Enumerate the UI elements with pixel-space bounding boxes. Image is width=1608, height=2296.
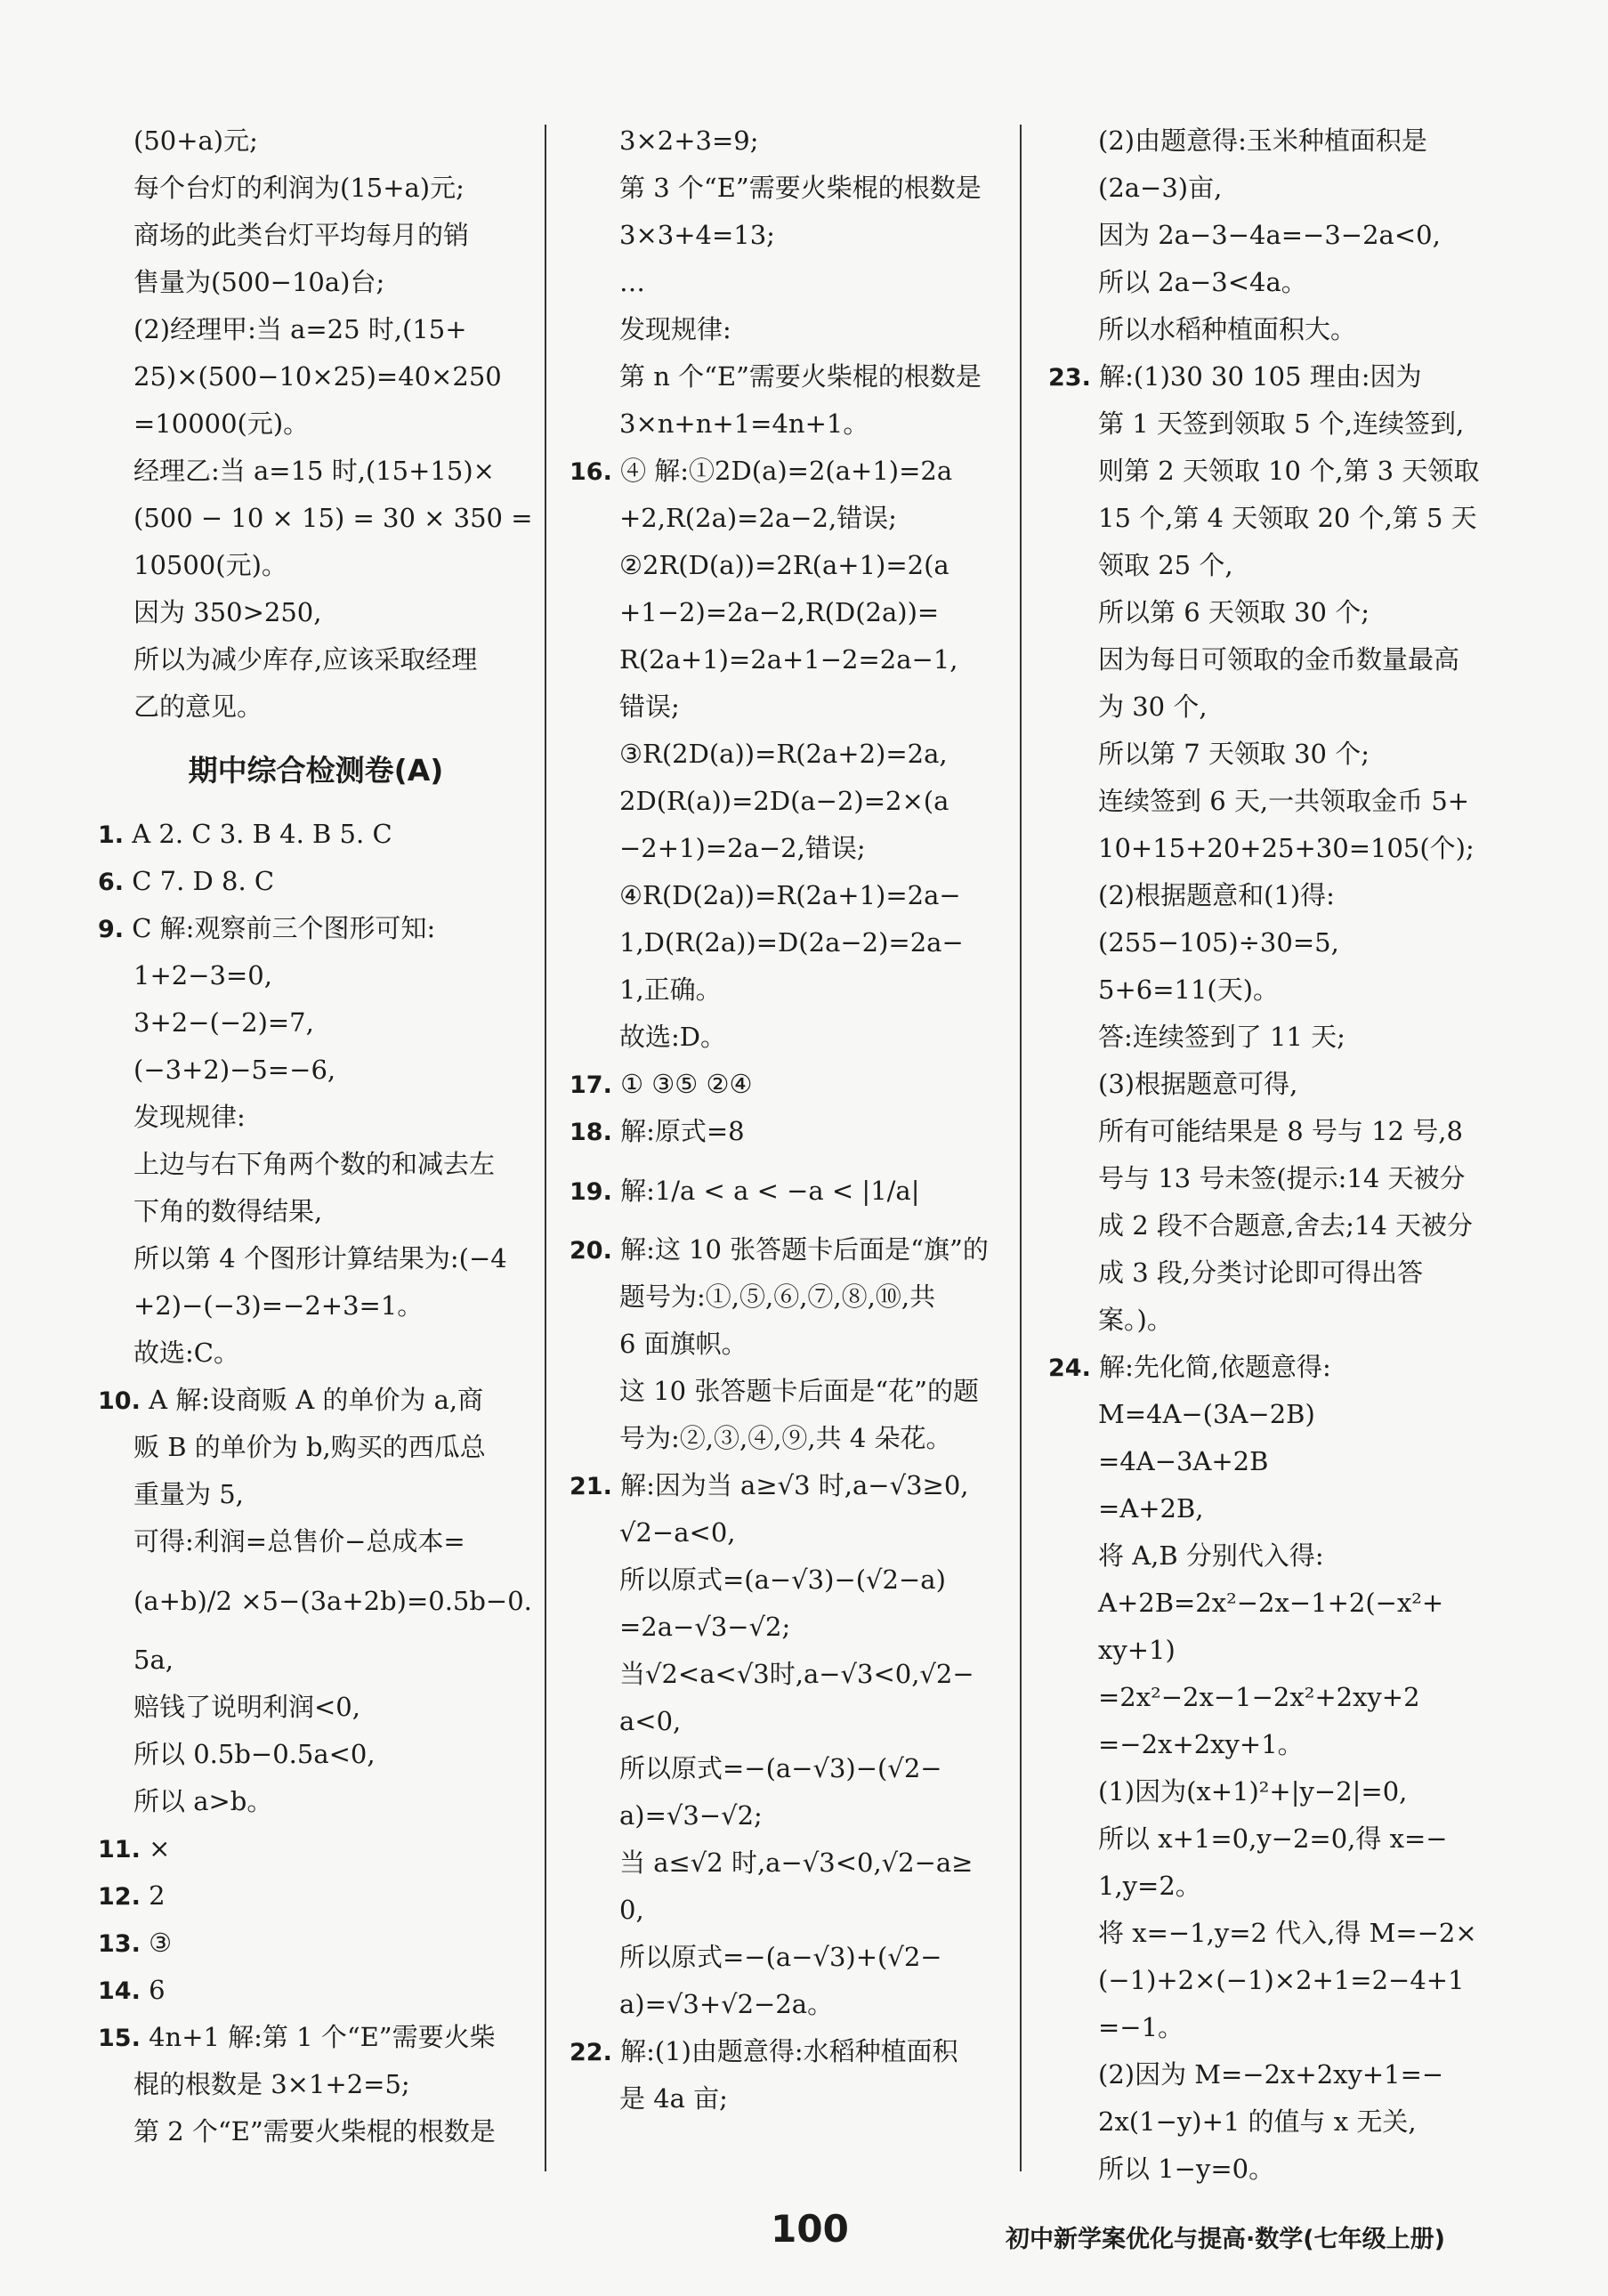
line-text: 成 2 段不合题意,舍去;14 天被分 — [1098, 1210, 1473, 1241]
answer-line — [98, 353, 534, 400]
line-text: 0, — [619, 1895, 644, 1925]
question-number: 21. — [570, 1473, 612, 1500]
answer-line — [570, 1061, 997, 1108]
line-text: 所以 x+1=0,y−2=0,得 x=− — [1098, 1823, 1448, 1854]
answer-line — [98, 1141, 534, 1188]
answer-line — [98, 1967, 534, 2014]
line-text: 赔钱了说明利润<0, — [133, 1692, 360, 1722]
line-text: =−1。 — [1098, 2012, 1184, 2042]
line-text: 3×2+3=9; — [619, 125, 759, 156]
answer-line — [98, 1518, 534, 1565]
line-text: 第 2 个“E”需要火柴棍的根数是 — [133, 2116, 496, 2146]
answer-line — [1048, 1108, 1493, 1155]
line-text: (2)由题意得:玉米种植面积是 — [1098, 125, 1427, 156]
line-text: 所以水稻种植面积大。 — [1098, 314, 1357, 344]
answer-line — [1048, 2004, 1493, 2051]
line-text: =10000(元)。 — [133, 408, 310, 439]
answer-line — [1048, 495, 1493, 542]
line-text: 经理乙:当 a=15 时,(15+15)× — [133, 456, 495, 486]
answer-line — [1048, 1627, 1493, 1674]
line-text: 棍的根数是 3×1+2=5; — [133, 2069, 410, 2099]
answer-line — [1048, 259, 1493, 306]
column-middle — [570, 117, 997, 2122]
answer-line — [1048, 1580, 1493, 1627]
answer-line — [570, 825, 997, 872]
answer-line — [570, 117, 997, 165]
line-text: 当 a≤√2 时,a−√3<0,√2−a≥ — [619, 1847, 974, 1878]
answer-line — [98, 905, 534, 952]
line-text: 因为 2a−3−4a=−3−2a<0, — [1098, 220, 1441, 250]
line-text: 为 30 个, — [1098, 691, 1208, 722]
answer-line — [98, 1684, 534, 1731]
line-text: 10+15+20+25+30=105(个); — [1098, 833, 1475, 863]
line-text: C 解:观察前三个图形可知: — [132, 913, 436, 943]
line-text: 成 3 段,分类讨论即可得出答 — [1098, 1257, 1424, 1288]
line-text: =4A−3A+2B — [1098, 1446, 1269, 1476]
answer-line — [1048, 400, 1493, 448]
answer-line — [1048, 1014, 1493, 1061]
answer-line — [1048, 1863, 1493, 1910]
column-divider-2 — [1020, 125, 1022, 2171]
answer-line — [98, 1188, 534, 1235]
answer-line — [98, 1330, 534, 1377]
answer-line — [570, 1887, 997, 1934]
line-text: 故选:C。 — [133, 1338, 239, 1368]
answer-line — [570, 1321, 997, 1368]
line-text: 是 4a 亩; — [619, 2083, 728, 2114]
question-number: 19. — [570, 1178, 612, 1206]
line-text: 发现规律: — [619, 314, 731, 344]
line-text: a)=√3−√2; — [619, 1800, 763, 1831]
line-text: 解:(1)由题意得:水稻种植面积 — [620, 2036, 958, 2066]
line-text: 这 10 张答题卡后面是“花”的题 — [619, 1376, 979, 1406]
answer-line — [98, 448, 534, 495]
answer-line — [1048, 589, 1493, 636]
answer-line — [98, 1235, 534, 1282]
answer-line — [98, 1920, 534, 1967]
line-text: (−3+2)−5=−6, — [133, 1055, 336, 1085]
line-text: 所以原式=−(a−√3)+(√2− — [619, 1942, 942, 1972]
question-number: 11. — [98, 1836, 141, 1863]
line-text: 重量为 5, — [133, 1479, 244, 1509]
line-text: 3×3+4=13; — [619, 220, 775, 250]
answer-line — [570, 589, 997, 636]
answer-line — [98, 1424, 534, 1471]
answer-line — [98, 212, 534, 259]
answer-line — [98, 999, 534, 1047]
line-text: √2−a<0, — [619, 1517, 736, 1548]
answer-line — [570, 731, 997, 778]
answer-line — [570, 1698, 997, 1745]
answer-line — [570, 778, 997, 825]
line-text: (500 − 10 × 15) = 30 × 350 = — [133, 503, 533, 533]
line-text: 因为 350>250, — [133, 597, 322, 627]
answer-line — [98, 1565, 534, 1637]
line-text: 上边与右下角两个数的和减去左 — [133, 1149, 496, 1179]
question-number: 15. — [98, 2025, 141, 2052]
answer-line — [570, 1014, 997, 1061]
line-text: a)=√3+√2−2a。 — [619, 1989, 834, 2019]
line-text: 解:因为当 a≥√3 时,a−√3≥0, — [620, 1470, 969, 1500]
answer-line — [98, 1731, 534, 1778]
answer-line — [98, 1047, 534, 1094]
answer-line — [98, 400, 534, 448]
line-text: 解:原式=8 — [620, 1116, 745, 1146]
line-text: 所以第 6 天领取 30 个; — [1098, 597, 1370, 627]
answer-line — [570, 966, 997, 1014]
answer-line — [570, 1604, 997, 1651]
answer-line — [570, 1934, 997, 1981]
question-number: 13. — [98, 1930, 141, 1958]
answer-line — [1048, 1297, 1493, 1344]
line-text: 连续签到 6 天,一共领取金币 5+ — [1098, 786, 1470, 816]
line-text: 错误; — [619, 691, 680, 722]
column-right — [1048, 117, 1493, 2193]
line-text: 所以 2a−3<4a。 — [1098, 267, 1307, 297]
answer-line — [98, 2061, 534, 2108]
answer-line — [1048, 212, 1493, 259]
line-text: 所以 0.5b−0.5a<0, — [133, 1739, 376, 1769]
answer-line — [1048, 966, 1493, 1014]
answer-line — [570, 1651, 997, 1698]
line-text: … — [619, 267, 645, 297]
answer-line — [570, 1745, 997, 1792]
line-text: 下角的数得结果, — [133, 1196, 323, 1226]
line-text: =2x²−2x−1−2x²+2xy+2 — [1098, 1682, 1420, 1712]
line-text: 所有可能结果是 8 号与 12 号,8 — [1098, 1116, 1463, 1146]
answer-line — [98, 1094, 534, 1141]
answer-line — [1048, 2146, 1493, 2193]
section-title — [98, 731, 534, 811]
answer-line — [1048, 448, 1493, 495]
line-text: (−1)+2×(−1)×2+1=2−4+1 — [1098, 1965, 1465, 1995]
answer-line — [1048, 1061, 1493, 1108]
answer-line — [570, 1981, 997, 2028]
line-text: 商场的此类台灯平均每月的销 — [133, 220, 470, 250]
line-text: 号与 13 号未签(提示:14 天被分 — [1098, 1163, 1466, 1193]
answer-line — [1048, 306, 1493, 353]
answer-line — [1048, 1815, 1493, 1863]
question-number: 20. — [570, 1237, 612, 1265]
answer-line — [98, 165, 534, 212]
line-text: ②2R(D(a))=2R(a+1)=2(a — [619, 550, 949, 580]
line-text: ④R(D(2a))=R(2a+1)=2a− — [619, 880, 961, 910]
answer-line — [98, 1377, 534, 1424]
answer-line — [570, 353, 997, 400]
line-text: 所以 a>b。 — [133, 1786, 273, 1816]
line-text: 贩 B 的单价为 b,购买的西瓜总 — [133, 1432, 486, 1462]
line-text: 所以 1−y=0。 — [1098, 2154, 1275, 2184]
answer-line — [98, 2108, 534, 2155]
line-text: (1)因为(x+1)²+|y−2|=0, — [1098, 1776, 1408, 1807]
answer-line — [1048, 731, 1493, 778]
line-text: A+2B=2x²−2x−1+2(−x²+ — [1098, 1588, 1444, 1618]
answer-line — [98, 1471, 534, 1518]
answer-line — [1048, 1957, 1493, 2004]
line-text: 3+2−(−2)=7, — [133, 1007, 314, 1038]
line-text: 2x(1−y)+1 的值与 x 无关, — [1098, 2106, 1417, 2137]
line-text: (255−105)÷30=5, — [1098, 927, 1339, 958]
answer-line — [570, 872, 997, 919]
answer-line — [98, 636, 534, 683]
answer-line — [98, 811, 534, 858]
line-text: 期中综合检测卷(A) — [188, 753, 444, 788]
answer-line — [1048, 636, 1493, 683]
line-text: 故选:D。 — [619, 1022, 727, 1052]
answer-line — [570, 1273, 997, 1321]
question-number: 12. — [98, 1883, 141, 1911]
line-text: +2)−(−3)=−2+3=1。 — [133, 1290, 424, 1321]
line-text: 答:连续签到了 11 天; — [1098, 1022, 1345, 1052]
question-number: 16. — [570, 458, 612, 486]
line-text: 将 x=−1,y=2 代入,得 M=−2× — [1098, 1918, 1477, 1948]
question-number: 14. — [98, 1977, 141, 2005]
line-text: 5+6=11(天)。 — [1098, 974, 1280, 1005]
column-divider-1 — [545, 125, 546, 2171]
answer-line — [570, 448, 997, 495]
line-text: 乙的意见。 — [133, 691, 263, 722]
answer-line — [570, 1108, 997, 1155]
answer-line — [570, 2075, 997, 2122]
answer-line — [570, 1839, 997, 1887]
answer-line — [98, 858, 534, 905]
line-text: 所以原式=−(a−√3)−(√2− — [619, 1753, 942, 1783]
answer-line — [1048, 2098, 1493, 2146]
answer-line — [1048, 1438, 1493, 1485]
answer-line — [1048, 117, 1493, 165]
answer-line — [98, 1637, 534, 1684]
line-text: 因为每日可领取的金币数量最高 — [1098, 644, 1460, 675]
line-text: (2)根据题意和(1)得: — [1098, 880, 1335, 910]
line-text: 解:(1)30 30 105 理由:因为 — [1099, 361, 1422, 392]
answer-line — [1048, 1532, 1493, 1580]
answer-line — [1048, 919, 1493, 966]
answer-line — [1048, 353, 1493, 400]
answer-line — [570, 919, 997, 966]
question-number: 9. — [98, 916, 125, 943]
answer-line — [98, 495, 534, 542]
answer-line — [98, 1825, 534, 1872]
line-text: 3×n+n+1=4n+1。 — [619, 408, 869, 439]
line-text: 25)×(500−10×25)=40×250 — [133, 361, 502, 392]
answer-line — [570, 636, 997, 683]
line-text: 1,y=2。 — [1098, 1871, 1201, 1901]
answer-line — [570, 212, 997, 259]
answer-line — [98, 1282, 534, 1330]
answer-line — [570, 1415, 997, 1462]
question-number: 10. — [98, 1387, 141, 1415]
line-text: +2,R(2a)=2a−2,错误; — [619, 503, 897, 533]
line-text: 则第 2 天领取 10 个,第 3 天领取 — [1098, 456, 1480, 486]
answer-line — [98, 952, 534, 999]
line-text: 题号为:①,⑤,⑥,⑦,⑧,⑩,共 — [619, 1281, 936, 1312]
answer-line — [570, 1556, 997, 1604]
line-text: −2+1)=2a−2,错误; — [619, 833, 866, 863]
question-number: 24. — [1048, 1354, 1091, 1382]
line-text: =2a−√3−√2; — [619, 1612, 791, 1642]
answer-line — [570, 1509, 997, 1556]
answer-line — [570, 495, 997, 542]
answer-line — [98, 306, 534, 353]
line-text: ④ 解:①2D(a)=2(a+1)=2a — [620, 456, 953, 486]
line-text: 领取 25 个, — [1098, 550, 1233, 580]
answer-line — [98, 589, 534, 636]
line-text: 15 个,第 4 天领取 20 个,第 5 天 — [1098, 503, 1477, 533]
line-text: xy+1) — [1098, 1635, 1176, 1665]
answer-line — [98, 1778, 534, 1825]
page-number: 100 — [771, 2207, 849, 2251]
question-number: 18. — [570, 1119, 612, 1146]
answer-line — [98, 542, 534, 589]
answer-line — [1048, 1485, 1493, 1532]
answer-line — [570, 1155, 997, 1226]
answer-line — [1048, 1674, 1493, 1721]
answer-line — [1048, 1249, 1493, 1297]
line-text: 2D(R(a))=2D(a−2)=2×(a — [619, 786, 949, 816]
line-text: 2 — [149, 1880, 166, 1911]
question-number: 23. — [1048, 364, 1091, 392]
answer-line — [570, 1462, 997, 1509]
question-number: 17. — [570, 1071, 612, 1099]
line-text: 第 1 天签到领取 5 个,连续签到, — [1098, 408, 1465, 439]
line-text: 4n+1 解:第 1 个“E”需要火柴 — [149, 2022, 496, 2052]
line-text: R(2a+1)=2a+1−2=2a−1, — [619, 644, 958, 675]
line-text: 售量为(500−10a)台; — [133, 267, 385, 297]
line-text: ③R(2D(a))=R(2a+2)=2a, — [619, 739, 948, 769]
line-text: M=4A−(3A−2B) — [1098, 1399, 1315, 1429]
line-text: a<0, — [619, 1706, 682, 1736]
answer-line — [1048, 1910, 1493, 1957]
answer-line — [570, 165, 997, 212]
line-text: 将 A,B 分别代入得: — [1098, 1540, 1324, 1571]
answer-line — [1048, 1202, 1493, 1249]
line-text: A 解:设商贩 A 的单价为 a,商 — [149, 1385, 484, 1415]
line-text: 6 面旗帜。 — [619, 1329, 747, 1359]
line-text: (3)根据题意可得, — [1098, 1069, 1298, 1099]
line-text: 可得:利润=总售价−总成本= — [133, 1526, 465, 1556]
answer-line — [570, 259, 997, 306]
answer-line — [1048, 825, 1493, 872]
line-text: 每个台灯的利润为(15+a)元; — [133, 173, 465, 203]
line-text: 所以原式=(a−√3)−(√2−a) — [619, 1564, 946, 1595]
line-text: 解:1/a < a < −a < |1/a| — [620, 1176, 920, 1206]
line-text: (a+b)/2 ×5−(3a+2b)=0.5b−0. — [133, 1586, 532, 1616]
answer-line — [98, 1872, 534, 1920]
line-text: 第 3 个“E”需要火柴棍的根数是 — [619, 173, 982, 203]
line-text: 所以第 7 天领取 30 个; — [1098, 739, 1370, 769]
answer-line — [1048, 778, 1493, 825]
answer-line — [98, 683, 534, 731]
answer-line — [1048, 1155, 1493, 1202]
answer-line — [570, 542, 997, 589]
answer-line — [570, 400, 997, 448]
line-text: 1,D(R(2a))=D(2a−2)=2a− — [619, 927, 964, 958]
answer-line — [98, 259, 534, 306]
answer-line — [570, 1792, 997, 1839]
answer-line — [570, 683, 997, 731]
book-title: 初中新学案优化与提高·数学(七年级上册) — [1006, 2226, 1445, 2253]
answer-line — [570, 1226, 997, 1273]
line-text: 当√2<a<√3时,a−√3<0,√2− — [619, 1659, 974, 1689]
question-number: 6. — [98, 869, 125, 896]
line-text: 1,正确。 — [619, 974, 722, 1005]
line-text: 第 n 个“E”需要火柴棍的根数是 — [619, 361, 982, 392]
line-text: +1−2)=2a−2,R(D(2a))= — [619, 597, 940, 627]
line-text: 6 — [149, 1975, 166, 2005]
line-text: × — [149, 1833, 171, 1863]
answer-line — [1048, 1768, 1493, 1815]
line-text: 1+2−3=0, — [133, 960, 272, 990]
line-text: 10500(元)。 — [133, 550, 287, 580]
answer-line — [1048, 165, 1493, 212]
answer-line — [1048, 683, 1493, 731]
line-text: 所以第 4 个图形计算结果为:(−4 — [133, 1243, 507, 1273]
line-text: (50+a)元; — [133, 125, 258, 156]
answer-line — [570, 306, 997, 353]
question-number: 1. — [98, 821, 125, 849]
line-text: =A+2B, — [1098, 1493, 1204, 1524]
answer-line — [1048, 1391, 1493, 1438]
line-text: ① ③⑤ ②④ — [620, 1069, 753, 1099]
line-text: (2a−3)亩, — [1098, 173, 1223, 203]
line-text: 解:这 10 张答题卡后面是“旗”的 — [620, 1234, 989, 1265]
line-text: 所以为减少库存,应该采取经理 — [133, 644, 478, 675]
answer-line — [98, 117, 534, 165]
line-text: 5a, — [133, 1645, 174, 1675]
answer-line — [98, 2014, 534, 2061]
column-left — [98, 117, 534, 2155]
line-text: (2)经理甲:当 a=25 时,(15+ — [133, 314, 467, 344]
line-text: 解:先化简,依题意得: — [1099, 1352, 1331, 1382]
line-text: (2)因为 M=−2x+2xy+1=− — [1098, 2059, 1444, 2090]
line-text: A 2. C 3. B 4. B 5. C — [132, 819, 392, 849]
answer-line — [1048, 1344, 1493, 1391]
question-number: 22. — [570, 2039, 612, 2066]
line-text: ③ — [149, 1928, 173, 1958]
line-text: 号为:②,③,④,⑨,共 4 朵花。 — [619, 1423, 952, 1453]
answer-line — [570, 2028, 997, 2075]
line-text: 案。)。 — [1098, 1305, 1173, 1335]
line-text: C 7. D 8. C — [132, 866, 275, 896]
answer-line — [1048, 1721, 1493, 1768]
answer-line — [1048, 542, 1493, 589]
answer-line — [570, 1368, 997, 1415]
answer-line — [1048, 2051, 1493, 2098]
line-text: 发现规律: — [133, 1102, 246, 1132]
answer-line — [1048, 872, 1493, 919]
line-text: =−2x+2xy+1。 — [1098, 1729, 1304, 1759]
